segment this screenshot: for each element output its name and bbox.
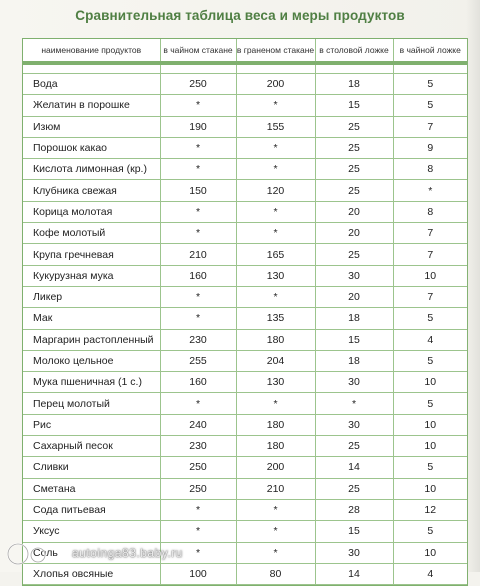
teaspoon-cell: 5 xyxy=(393,521,467,542)
tea-glass-cell: 230 xyxy=(160,329,236,350)
tablespoon-cell: 18 xyxy=(315,74,393,95)
tea-glass-cell: 100 xyxy=(160,563,236,584)
table-row xyxy=(23,137,467,158)
tea-glass-cell: 190 xyxy=(160,116,236,137)
tea-glass-cell: 240 xyxy=(160,414,236,435)
teaspoon-cell: 5 xyxy=(393,95,467,116)
tea-glass-cell: * xyxy=(160,137,236,158)
tea-glass-cell: * xyxy=(160,201,236,222)
tea-glass-cell: * xyxy=(160,159,236,180)
faceted-glass-cell: 135 xyxy=(236,308,315,329)
tea-glass-cell: * xyxy=(160,286,236,307)
teaspoon-cell: 10 xyxy=(393,372,467,393)
teaspoon-cell: 7 xyxy=(393,244,467,265)
product-name-cell: Молоко цельное xyxy=(23,350,160,371)
product-name-cell: Ликер xyxy=(23,286,160,307)
tea-glass-cell: 160 xyxy=(160,372,236,393)
product-name-cell: Желатин в порошке xyxy=(23,95,160,116)
header-product-name: наименование продуктов xyxy=(23,39,160,63)
tablespoon-cell: 15 xyxy=(315,521,393,542)
tablespoon-cell: 18 xyxy=(315,350,393,371)
product-name-cell: Рис xyxy=(23,414,160,435)
table-row xyxy=(23,286,467,307)
tea-glass-cell: * xyxy=(160,499,236,520)
tea-glass-cell: * xyxy=(160,308,236,329)
product-name-cell: Уксус xyxy=(23,521,160,542)
product-name-cell: Хлопья овсяные xyxy=(23,563,160,584)
table-row xyxy=(23,244,467,265)
table-body xyxy=(23,63,467,585)
tea-glass-cell: * xyxy=(160,521,236,542)
table-row xyxy=(23,563,467,584)
table-title: Сравнительная таблица веса и меры продуктов xyxy=(75,8,405,23)
faceted-glass-cell: 120 xyxy=(236,180,315,201)
teaspoon-cell: * xyxy=(393,180,467,201)
tablespoon-cell: 20 xyxy=(315,201,393,222)
teaspoon-cell: 10 xyxy=(393,265,467,286)
table-row xyxy=(23,499,467,520)
product-name-cell: Корица молотая xyxy=(23,201,160,222)
table-row xyxy=(23,265,467,286)
faceted-glass-cell: 210 xyxy=(236,478,315,499)
tablespoon-cell: 25 xyxy=(315,137,393,158)
teaspoon-cell: 10 xyxy=(393,542,467,563)
table-row xyxy=(23,372,467,393)
tablespoon-cell: 25 xyxy=(315,244,393,265)
table-row xyxy=(23,414,467,435)
product-name-cell: Кукурузная мука xyxy=(23,265,160,286)
header-row xyxy=(23,39,467,63)
teaspoon-cell: 10 xyxy=(393,478,467,499)
tablespoon-cell: 25 xyxy=(315,180,393,201)
faceted-glass-cell: 155 xyxy=(236,116,315,137)
tablespoon-cell: 20 xyxy=(315,286,393,307)
scan-edge-shadow xyxy=(466,0,480,572)
table-row xyxy=(23,116,467,137)
table-row xyxy=(23,201,467,222)
tea-glass-cell: 250 xyxy=(160,457,236,478)
tea-glass-cell: 230 xyxy=(160,436,236,457)
table-row xyxy=(23,457,467,478)
faceted-glass-cell: * xyxy=(236,159,315,180)
faceted-glass-cell: 200 xyxy=(236,74,315,95)
table-row xyxy=(23,95,467,116)
teaspoon-cell: 9 xyxy=(393,137,467,158)
tablespoon-cell: 25 xyxy=(315,436,393,457)
faceted-glass-cell: * xyxy=(236,223,315,244)
teaspoon-cell: 5 xyxy=(393,308,467,329)
product-name-cell: Изюм xyxy=(23,116,160,137)
comparison-table xyxy=(22,38,468,586)
product-name-cell: Мак xyxy=(23,308,160,329)
tablespoon-cell: * xyxy=(315,393,393,414)
product-name-cell: Крупа гречневая xyxy=(23,244,160,265)
tablespoon-cell: 18 xyxy=(315,308,393,329)
table-row xyxy=(23,308,467,329)
table-row xyxy=(23,436,467,457)
weights-table xyxy=(23,39,467,585)
faceted-glass-cell: 80 xyxy=(236,563,315,584)
product-name-cell: Клубника свежая xyxy=(23,180,160,201)
tea-glass-cell: 150 xyxy=(160,180,236,201)
faceted-glass-cell: * xyxy=(236,95,315,116)
faceted-glass-cell: * xyxy=(236,137,315,158)
faceted-glass-cell: * xyxy=(236,521,315,542)
product-name-cell: Мука пшеничная (1 с.) xyxy=(23,372,160,393)
table-row xyxy=(23,159,467,180)
product-name-cell: Перец молотый xyxy=(23,393,160,414)
product-name-cell: Сахарный песок xyxy=(23,436,160,457)
teaspoon-cell: 7 xyxy=(393,223,467,244)
product-name-cell: Кислота лимонная (кр.) xyxy=(23,159,160,180)
spacer-row xyxy=(23,63,467,74)
tablespoon-cell: 14 xyxy=(315,563,393,584)
product-name-cell: Маргарин растопленный xyxy=(23,329,160,350)
tablespoon-cell: 20 xyxy=(315,223,393,244)
tablespoon-cell: 28 xyxy=(315,499,393,520)
faceted-glass-cell: 165 xyxy=(236,244,315,265)
watermark-logo xyxy=(4,540,60,568)
product-name-cell: Соль xyxy=(23,542,160,563)
teaspoon-cell: 12 xyxy=(393,499,467,520)
product-name-cell: Сметана xyxy=(23,478,160,499)
faceted-glass-cell: * xyxy=(236,393,315,414)
product-name-cell: Кофе молотый xyxy=(23,223,160,244)
tablespoon-cell: 25 xyxy=(315,478,393,499)
tablespoon-cell: 25 xyxy=(315,159,393,180)
tablespoon-cell: 30 xyxy=(315,542,393,563)
teaspoon-cell: 5 xyxy=(393,74,467,95)
faceted-glass-cell: 130 xyxy=(236,265,315,286)
tea-glass-cell: 250 xyxy=(160,74,236,95)
table-row xyxy=(23,329,467,350)
teaspoon-cell: 10 xyxy=(393,414,467,435)
tea-glass-cell: * xyxy=(160,542,236,563)
teaspoon-cell: 5 xyxy=(393,457,467,478)
table-row xyxy=(23,350,467,371)
watermark-text: autoinga83.baby.ru xyxy=(72,546,183,560)
faceted-glass-cell: 200 xyxy=(236,457,315,478)
faceted-glass-cell: * xyxy=(236,499,315,520)
tablespoon-cell: 30 xyxy=(315,265,393,286)
header-tea-glass: в чайном стакане xyxy=(160,39,236,63)
teaspoon-cell: 4 xyxy=(393,329,467,350)
tablespoon-cell: 25 xyxy=(315,116,393,137)
teaspoon-cell: 5 xyxy=(393,350,467,371)
table-row xyxy=(23,478,467,499)
tea-glass-cell: 160 xyxy=(160,265,236,286)
product-name-cell: Сливки xyxy=(23,457,160,478)
table-row xyxy=(23,180,467,201)
teaspoon-cell: 7 xyxy=(393,116,467,137)
table-row xyxy=(23,74,467,95)
faceted-glass-cell: * xyxy=(236,201,315,222)
tea-glass-cell: * xyxy=(160,95,236,116)
tea-glass-cell: 210 xyxy=(160,244,236,265)
table-row xyxy=(23,223,467,244)
tea-glass-cell: * xyxy=(160,223,236,244)
faceted-glass-cell: 130 xyxy=(236,372,315,393)
teaspoon-cell: 7 xyxy=(393,286,467,307)
faceted-glass-cell: 180 xyxy=(236,329,315,350)
header-faceted-glass: в граненом стакане xyxy=(236,39,315,63)
tablespoon-cell: 15 xyxy=(315,95,393,116)
table-row xyxy=(23,521,467,542)
table-row xyxy=(23,393,467,414)
teaspoon-cell: 5 xyxy=(393,393,467,414)
teaspoon-cell: 4 xyxy=(393,563,467,584)
tablespoon-cell: 14 xyxy=(315,457,393,478)
tea-glass-cell: 250 xyxy=(160,478,236,499)
teaspoon-cell: 8 xyxy=(393,159,467,180)
product-name-cell: Сода питьевая xyxy=(23,499,160,520)
faceted-glass-cell: 204 xyxy=(236,350,315,371)
faceted-glass-cell: 180 xyxy=(236,414,315,435)
tablespoon-cell: 30 xyxy=(315,414,393,435)
faceted-glass-cell: * xyxy=(236,286,315,307)
header-tablespoon: в столовой ложке xyxy=(315,39,393,63)
faceted-glass-cell: 180 xyxy=(236,436,315,457)
tablespoon-cell: 15 xyxy=(315,329,393,350)
tea-glass-cell: 255 xyxy=(160,350,236,371)
teaspoon-cell: 10 xyxy=(393,436,467,457)
tea-glass-cell: * xyxy=(160,393,236,414)
header-teaspoon: в чайной ложке xyxy=(393,39,467,63)
tablespoon-cell: 30 xyxy=(315,372,393,393)
teaspoon-cell: 8 xyxy=(393,201,467,222)
faceted-glass-cell: * xyxy=(236,542,315,563)
product-name-cell: Вода xyxy=(23,74,160,95)
product-name-cell: Порошок какао xyxy=(23,137,160,158)
